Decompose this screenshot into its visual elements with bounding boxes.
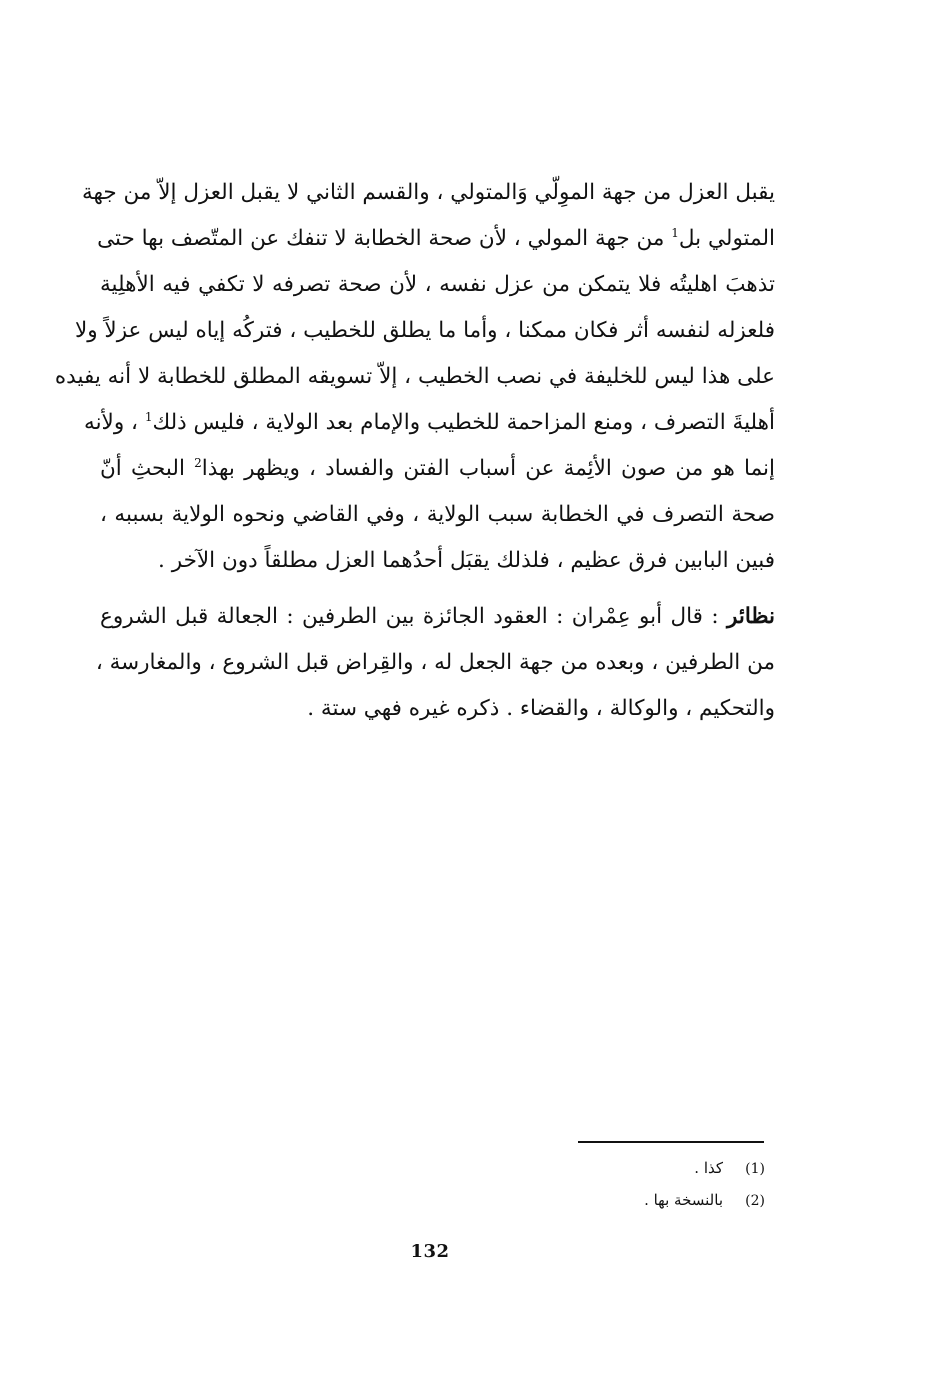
- text-line: من الطرفين ، وبعده من جهة الجعل له ، والقِراض قبل الشروع ، والمغارسة ،: [95, 650, 775, 675]
- text-line: على هذا ليس للخليفة في نصب الخطيب ، إلاّ تسويقه المطلق للخطابة لا أنه يفيده: [54, 364, 775, 389]
- text-line: تذهبَ اهليتُه فلا يتمكن من عزل نفسه ، لأن صحة تصرفه لا تكفي فيه الأهلِية: [100, 272, 775, 297]
- text-segment: أهليةَ التصرف ، ومنع المزاحمة للخطيب والإمام بعد الولاية ، فليس ذلك: [152, 410, 775, 435]
- footnote-number: (1): [745, 1161, 765, 1177]
- footnote-item: [400, 1184, 765, 1216]
- footnotes: [400, 1152, 765, 1216]
- text-segment: إنما هو من صون الأئِمة عن أسباب الفتن والفساد ، ويظهر بهذا: [201, 456, 775, 481]
- text-segment: : قال أبو عِمْران : العقود الجائزة بين الطرفين : الجعالة قبل الشروع: [100, 604, 727, 629]
- text-line: [84, 400, 775, 446]
- text-line: [100, 594, 775, 640]
- text-line: [100, 446, 775, 492]
- text-line: صحة التصرف في الخطابة سبب الولاية ، وفي القاضي ونحوه الولاية بسببه ،: [100, 502, 775, 527]
- text-segment: من جهة المولي ، لأن صحة الخطابة لا تنفك عن المتّصف بها حتى: [97, 226, 672, 251]
- footnote-text: بالنسخة بها .: [644, 1191, 723, 1209]
- text-segment: ، ولأنه: [84, 410, 145, 435]
- paragraph-gap: [100, 584, 775, 594]
- footnote-ref: 1: [671, 225, 679, 240]
- footnote-number: (2): [745, 1193, 765, 1209]
- page-number: 132: [410, 1241, 450, 1262]
- footnote-separator: [578, 1141, 764, 1143]
- footnote-item: [400, 1152, 765, 1184]
- text-segment: البحثِ أنّ: [100, 456, 195, 481]
- footnote-ref: 1: [144, 409, 153, 424]
- text-line: [97, 216, 775, 262]
- text-line: فلعزله لنفسه أثر فكان ممكنا ، وأما ما يطلق للخطيب ، فتركُه إياه ليس عزلاً ولا: [74, 318, 775, 343]
- main-text: [54, 170, 775, 732]
- text-line: والتحكيم ، والوكالة ، والقضاء . ذكره غيره فهي ستة .: [307, 696, 775, 721]
- text-segment: المتولي بل: [678, 226, 775, 251]
- footnote-ref: 2: [194, 455, 202, 470]
- text-line: يقبل العزل من جهة الموِلّي وَالمتولي ، والقسم الثاني لا يقبل العزل إلاّ من جهة: [81, 180, 775, 205]
- footnote-text: كذا .: [694, 1159, 723, 1177]
- text-line: فبين البابين فرق عظيم ، فلذلك يقبَل أحدُهما العزل مطلقاً دون الآخر .: [158, 548, 775, 573]
- section-label: نظائر: [726, 604, 775, 629]
